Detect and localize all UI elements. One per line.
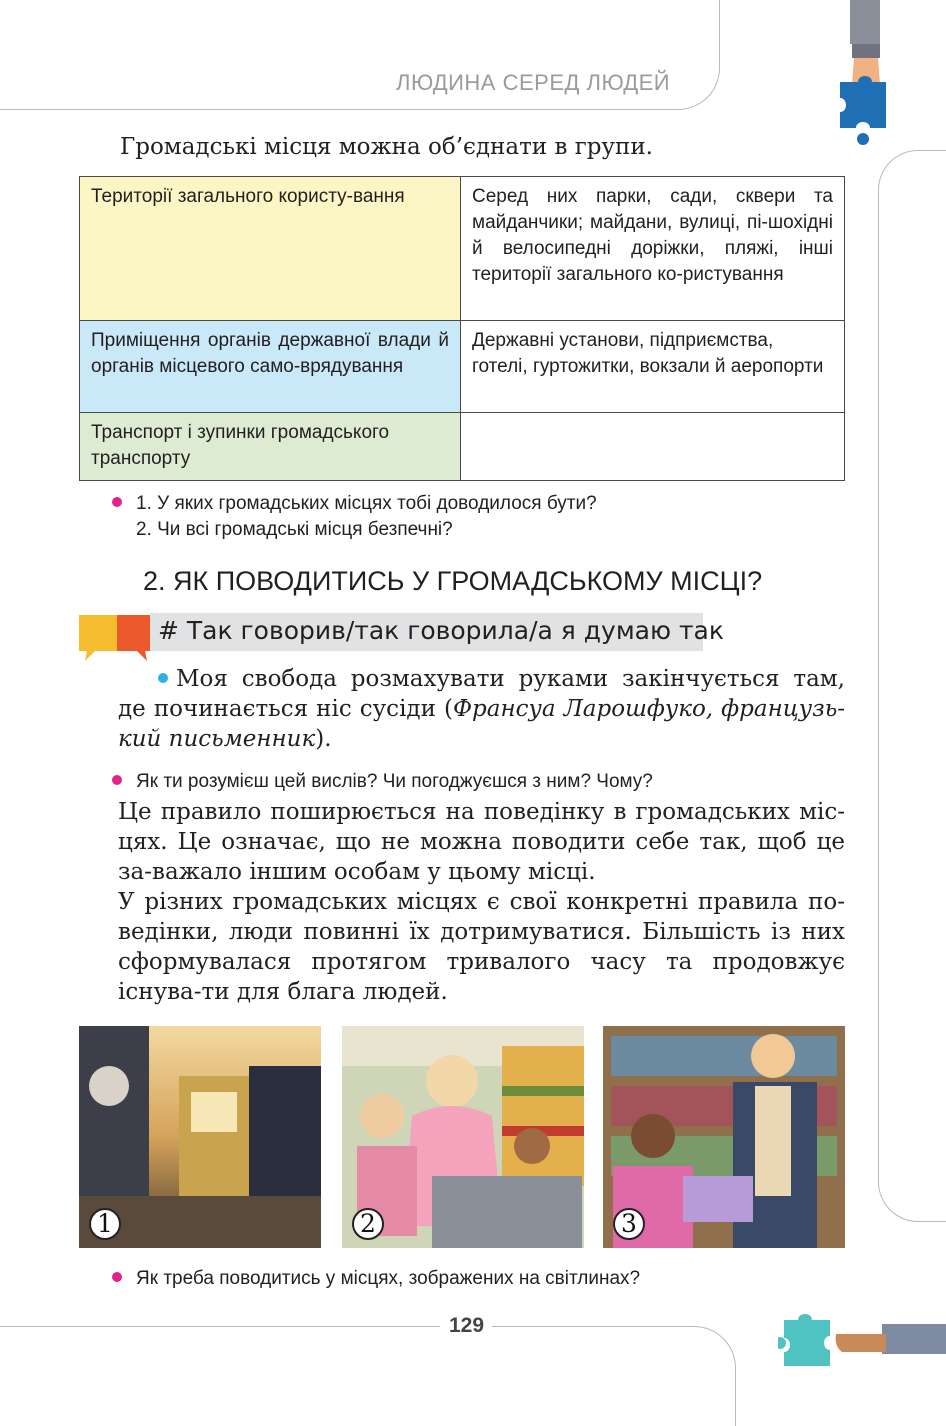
footer-frame [492, 1326, 736, 1426]
quote-end: ). [315, 726, 332, 752]
photo-bus [79, 1026, 321, 1248]
speech-bubbles-icon [79, 611, 155, 663]
bullet-icon [112, 775, 122, 785]
question-item: 1. У яких громадських місцях тобі доводилося бути? [136, 493, 597, 514]
table-row [80, 177, 845, 321]
paragraph-1: Це правило поширюється на поведінку в громадських міс-цях. Це означає, що не можна поводити себе так, щоб це за-важало іншим особам у цьому місці. [118, 799, 845, 885]
running-header: ЛЮДИНА СЕРЕД ЛЮДЕЙ [396, 70, 671, 95]
photo-number: 2 [352, 1208, 384, 1240]
photo-number: 3 [613, 1208, 645, 1240]
paragraph-2: У різних громадських місцях є свої конкретні правила по-ведінки, люди повинні їх дотримуватися. Більшість із них сформувалася протягом тривалого часу та продовжує існува-ти для блага людей. [118, 889, 845, 1005]
question-item: 2. Чи всі громадські місця безпечні? [136, 519, 453, 540]
quote-author: Франсуа Ларошфуко, французь-кий письменник [118, 696, 845, 752]
puzzle-hand-bottom-icon [778, 1312, 946, 1372]
side-frame [878, 150, 946, 1222]
quote-text: Моя свобода розмахувати руками закінчується там, де починається ніс сусіди ( [118, 666, 845, 722]
tag-heading: # Так говорив/так говорила/а я думаю так [158, 616, 724, 645]
table-cell-group: Приміщення органів державної влади й органів місцевого само-врядування [80, 321, 461, 413]
table-cell-group: Території загального користу-вання [80, 177, 461, 321]
table-cell-examples [461, 413, 845, 481]
question-text: Як треба поводитись у місцях, зображених на світлинах? [136, 1268, 641, 1289]
bullet-icon [158, 673, 168, 683]
question-2 [112, 769, 653, 795]
table-cell-examples: Державні установи, підприємства, готелі, гуртожитки, вокзали й аеропорти [461, 321, 845, 413]
table-row [80, 413, 845, 481]
section-title: 2. ЯК ПОВОДИТИСЬ У ГРОМАДСЬКОМУ МІСЦІ? [143, 566, 763, 596]
table-row [80, 321, 845, 413]
table-cell-examples: Серед них парки, сади, сквери та майданчики; майдани, вулиці, пі-шохідні й велосипедні доріжки, пляжі, інші території загального ко-ристування [461, 177, 845, 321]
bullet-icon [112, 1272, 122, 1282]
photo-number: 1 [89, 1208, 121, 1240]
table-cell-group: Транспорт і зупинки громадського транспорту [80, 413, 461, 481]
puzzle-hand-icon [836, 0, 896, 148]
bullet-icon [112, 497, 122, 507]
footer-line [0, 1326, 440, 1327]
question-3 [112, 1266, 640, 1292]
quote-block [118, 664, 845, 754]
photo-library [603, 1026, 845, 1248]
photo-supermarket [342, 1026, 584, 1248]
intro-text: Громадські місця можна об’єднати в групи. [120, 134, 653, 160]
page-number: 129 [449, 1314, 485, 1337]
question-text: Як ти розумієш цей вислів? Чи погоджуєшся з ним? Чому? [136, 771, 653, 792]
public-places-table [79, 176, 845, 481]
question-list [112, 491, 597, 543]
